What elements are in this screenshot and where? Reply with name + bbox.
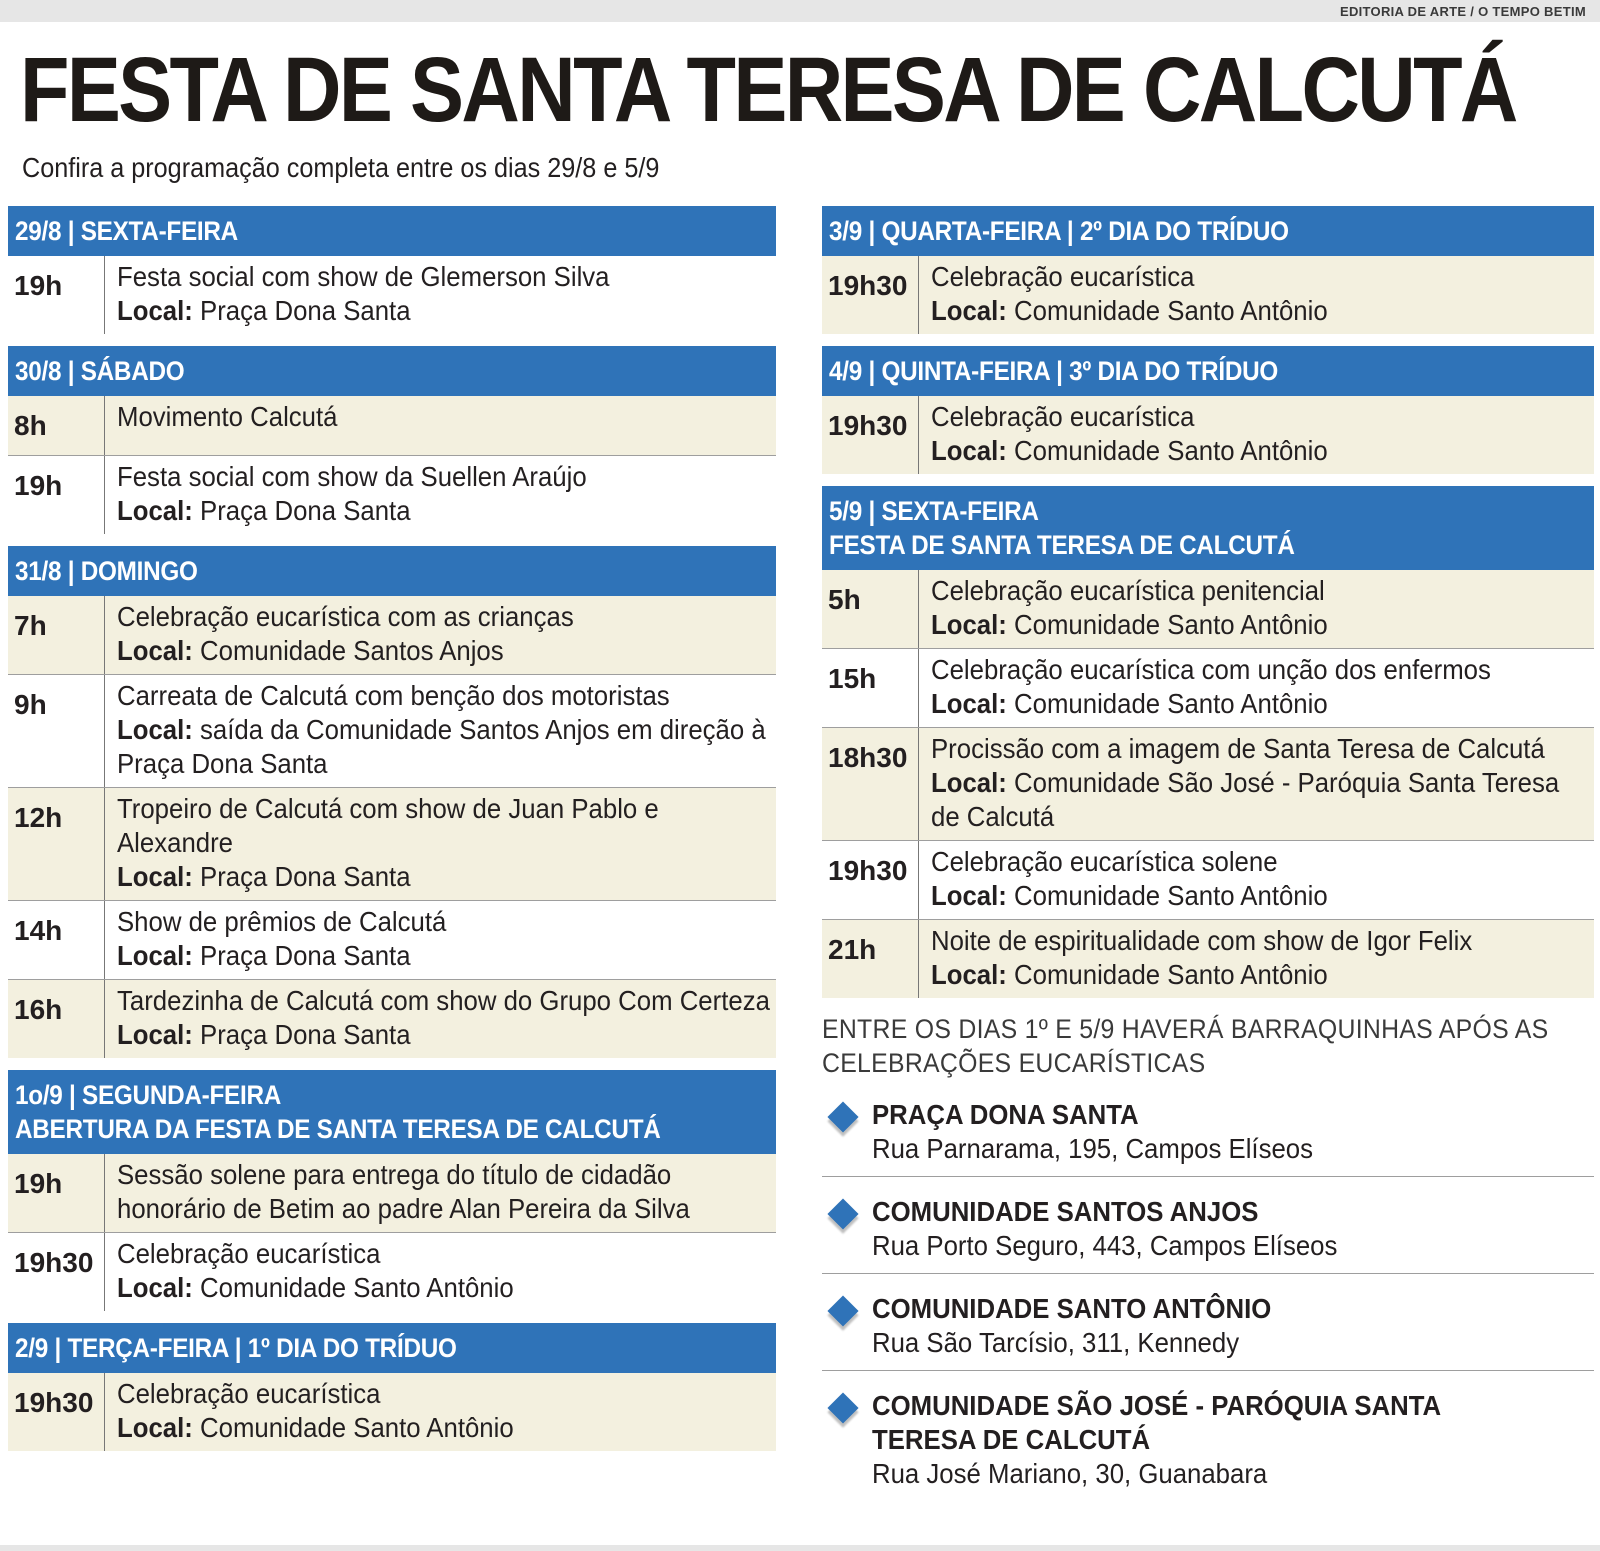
location-label: Local: <box>931 959 1007 990</box>
location-label: Local: <box>931 435 1007 466</box>
location-value: Praça Dona Santa <box>200 495 411 526</box>
event-location <box>117 1272 514 1303</box>
event-text <box>117 460 772 528</box>
day-header-line: 1o/9 | SEGUNDA-FEIRA <box>15 1080 282 1110</box>
event-description: Celebração eucarística <box>117 1378 381 1409</box>
event-text <box>117 1377 772 1445</box>
location-value: Comunidade Santo Antônio <box>1014 295 1328 326</box>
event-row <box>8 396 776 456</box>
event-description: Celebração eucarística com as crianças <box>117 601 574 632</box>
day-block <box>822 486 1594 998</box>
event-location <box>117 1019 411 1050</box>
event-text <box>931 574 1590 642</box>
event-description: Celebração eucarística <box>117 1238 381 1269</box>
location-value: Comunidade Santo Antônio <box>1014 688 1328 719</box>
day-block <box>8 346 776 534</box>
location-value: Comunidade São José - Paróquia Santa Teresa de Calcutá <box>931 767 1560 832</box>
event-text <box>931 260 1590 328</box>
event-text <box>117 400 772 434</box>
diamond-bullet-icon <box>827 1198 858 1229</box>
event-description: Noite de espiritualidade com show de Igor Felix <box>931 925 1473 956</box>
event-time: 19h <box>14 1168 63 1199</box>
event-time: 9h <box>14 689 47 720</box>
event-body <box>104 1154 776 1232</box>
day-header <box>822 206 1594 256</box>
stalls-note: ENTRE OS DIAS 1º E 5/9 HAVERÁ BARRAQUINHAS APÓS AS CELEBRAÇÕES EUCARÍSTICAS <box>822 1014 1549 1078</box>
event-location <box>931 959 1328 990</box>
event-description: Procissão com a imagem de Santa Teresa de Calcutá <box>931 733 1545 764</box>
event-body <box>918 920 1594 998</box>
event-row <box>8 256 776 334</box>
location-value: Comunidade Santos Anjos <box>200 635 504 666</box>
event-text <box>931 732 1590 834</box>
location-label: Local: <box>931 880 1007 911</box>
event-location <box>931 880 1328 911</box>
place-address: Rua São Tarcísio, 311, Kennedy <box>872 1327 1240 1358</box>
day-block <box>8 206 776 334</box>
event-time: 16h <box>14 994 63 1025</box>
place-address: Rua Parnarama, 195, Campos Elíseos <box>872 1133 1314 1164</box>
place-info <box>872 1098 1536 1166</box>
day-block <box>822 206 1594 334</box>
event-location <box>117 861 411 892</box>
event-text <box>117 1158 772 1226</box>
event-body <box>104 788 776 900</box>
day-header <box>8 346 776 396</box>
event-body <box>104 1233 776 1311</box>
place-address: Rua José Mariano, 30, Guanabara <box>872 1458 1268 1489</box>
event-time: 19h30 <box>828 855 908 886</box>
day-block <box>8 1323 776 1451</box>
event-body <box>104 980 776 1058</box>
event-location <box>931 295 1328 326</box>
day-header-line: 4/9 | QUINTA-FEIRA | 3º DIA DO TRÍDUO <box>829 356 1279 386</box>
event-row <box>8 1233 776 1311</box>
event-row <box>8 456 776 534</box>
event-row <box>822 841 1594 920</box>
event-text <box>931 400 1590 468</box>
event-row <box>822 570 1594 649</box>
day-header <box>8 1070 776 1154</box>
event-row <box>8 788 776 901</box>
place-name: COMUNIDADE SÃO JOSÉ - PARÓQUIA SANTA TERESA DE CALCUTÁ <box>872 1390 1441 1455</box>
day-header-line: 31/8 | DOMINGO <box>15 556 198 586</box>
event-text <box>117 792 772 894</box>
bottom-bar <box>0 1545 1600 1551</box>
location-label: Local: <box>117 1272 193 1303</box>
event-row <box>822 649 1594 728</box>
event-time: 15h <box>828 663 877 694</box>
location-value: Comunidade Santo Antônio <box>1014 959 1328 990</box>
schedule-left-column <box>8 206 776 1463</box>
place-name: PRAÇA DONA SANTA <box>872 1099 1139 1130</box>
day-header-line: 30/8 | SÁBADO <box>15 356 185 386</box>
event-body <box>918 728 1594 840</box>
event-body <box>104 396 776 455</box>
place-item <box>822 1080 1594 1177</box>
event-time: 19h30 <box>14 1247 94 1278</box>
event-row <box>822 728 1594 841</box>
event-body <box>104 1373 776 1451</box>
place-item <box>822 1371 1594 1501</box>
location-value: Comunidade Santo Antônio <box>1014 435 1328 466</box>
event-row <box>822 396 1594 474</box>
event-row <box>822 256 1594 334</box>
event-body <box>104 596 776 674</box>
day-header-line: 3/9 | QUARTA-FEIRA | 2º DIA DO TRÍDUO <box>829 216 1289 246</box>
event-text <box>117 260 772 328</box>
page-title: FESTA DE SANTA TERESA DE CALCUTÁ <box>20 39 1516 141</box>
day-header-line: 2/9 | TERÇA-FEIRA | 1º DIA DO TRÍDUO <box>15 1333 457 1363</box>
event-text <box>117 679 772 781</box>
event-body <box>918 256 1594 334</box>
location-value: Praça Dona Santa <box>200 940 411 971</box>
event-description: Show de prêmios de Calcutá <box>117 906 447 937</box>
event-description: Celebração eucarística com unção dos enfermos <box>931 654 1491 685</box>
credit-line: EDITORIA DE ARTE / O TEMPO BETIM <box>1339 4 1586 19</box>
day-header <box>8 1323 776 1373</box>
day-header <box>8 206 776 256</box>
place-info <box>872 1389 1536 1491</box>
place-address: Rua Porto Seguro, 443, Campos Elíseos <box>872 1230 1338 1261</box>
page-subtitle: Confira a programação completa entre os dias 29/8 e 5/9 <box>22 152 660 183</box>
event-description: Tardezinha de Calcutá com show do Grupo Com Certeza <box>117 985 770 1016</box>
event-time: 8h <box>14 410 47 441</box>
day-header <box>822 486 1594 570</box>
event-text <box>117 905 772 973</box>
location-label: Local: <box>117 940 193 971</box>
event-body <box>104 256 776 334</box>
event-time: 19h30 <box>828 410 908 441</box>
event-description: Celebração eucarística penitencial <box>931 575 1325 606</box>
place-info <box>872 1195 1536 1263</box>
location-value: saída da Comunidade Santos Anjos em direção à Praça Dona Santa <box>117 714 766 779</box>
event-description: Tropeiro de Calcutá com show de Juan Pablo e Alexandre <box>117 793 659 858</box>
event-time: 14h <box>14 915 63 946</box>
event-location <box>931 767 1559 832</box>
location-value: Comunidade Santo Antônio <box>1014 880 1328 911</box>
location-label: Local: <box>117 495 193 526</box>
location-label: Local: <box>931 295 1007 326</box>
day-header-line: ABERTURA DA FESTA DE SANTA TERESA DE CALCUTÁ <box>15 1114 661 1144</box>
event-row <box>8 980 776 1058</box>
location-label: Local: <box>117 861 193 892</box>
place-name: COMUNIDADE SANTO ANTÔNIO <box>872 1293 1272 1324</box>
event-row <box>8 1154 776 1233</box>
event-location <box>117 714 766 779</box>
diamond-bullet-icon <box>827 1101 858 1132</box>
event-location <box>117 940 411 971</box>
event-body <box>918 841 1594 919</box>
event-time: 18h30 <box>828 742 908 773</box>
event-description: Celebração eucarística solene <box>931 846 1278 877</box>
day-header <box>8 546 776 596</box>
event-description: Celebração eucarística <box>931 261 1195 292</box>
location-label: Local: <box>117 1412 193 1443</box>
event-location <box>931 688 1328 719</box>
event-description: Movimento Calcutá <box>117 401 338 432</box>
schedule-right-column <box>822 206 1594 1501</box>
event-description: Sessão solene para entrega do título de cidadão honorário de Betim ao padre Alan Pereira da Silva <box>117 1159 690 1224</box>
day-header-line: 5/9 | SEXTA-FEIRA <box>829 496 1039 526</box>
event-body <box>104 901 776 979</box>
location-value: Praça Dona Santa <box>200 1019 411 1050</box>
location-label: Local: <box>931 767 1007 798</box>
event-location <box>117 295 411 326</box>
event-body <box>918 570 1594 648</box>
location-label: Local: <box>931 688 1007 719</box>
location-label: Local: <box>117 1019 193 1050</box>
event-location <box>117 635 504 666</box>
place-info <box>872 1292 1536 1360</box>
event-description: Festa social com show de Glemerson Silva <box>117 261 610 292</box>
event-description: Festa social com show da Suellen Araújo <box>117 461 587 492</box>
event-time: 19h30 <box>828 270 908 301</box>
event-time: 19h <box>14 470 63 501</box>
event-body <box>918 396 1594 474</box>
event-text <box>931 845 1590 913</box>
day-block <box>8 546 776 1058</box>
event-row <box>8 596 776 675</box>
event-body <box>104 675 776 787</box>
place-item <box>822 1274 1594 1371</box>
event-body <box>104 456 776 534</box>
location-value: Comunidade Santo Antônio <box>200 1272 514 1303</box>
place-item <box>822 1177 1594 1274</box>
event-row <box>8 901 776 980</box>
event-time: 12h <box>14 802 63 833</box>
location-value: Praça Dona Santa <box>200 861 411 892</box>
event-time: 21h <box>828 934 877 965</box>
day-header-line: FESTA DE SANTA TERESA DE CALCUTÁ <box>829 530 1295 560</box>
diamond-bullet-icon <box>827 1295 858 1326</box>
event-description: Celebração eucarística <box>931 401 1195 432</box>
event-time: 5h <box>828 584 861 615</box>
location-label: Local: <box>117 635 193 666</box>
event-time: 19h <box>14 270 63 301</box>
event-description: Carreata de Calcutá com benção dos motoristas <box>117 680 670 711</box>
day-block <box>822 346 1594 474</box>
location-label: Local: <box>117 714 193 745</box>
event-text <box>117 1237 772 1305</box>
location-value: Comunidade Santo Antônio <box>200 1412 514 1443</box>
place-name: COMUNIDADE SANTOS ANJOS <box>872 1196 1259 1227</box>
event-row <box>822 920 1594 998</box>
event-text <box>931 653 1590 721</box>
diamond-bullet-icon <box>827 1392 858 1423</box>
event-row <box>8 675 776 788</box>
event-body <box>918 649 1594 727</box>
event-location <box>931 435 1328 466</box>
day-block <box>8 1070 776 1311</box>
day-header-line: 29/8 | SEXTA-FEIRA <box>15 216 238 246</box>
event-text <box>931 924 1590 992</box>
location-value: Praça Dona Santa <box>200 295 411 326</box>
event-time: 19h30 <box>14 1387 94 1418</box>
location-value: Comunidade Santo Antônio <box>1014 609 1328 640</box>
event-location <box>117 1412 514 1443</box>
event-location <box>931 609 1328 640</box>
event-row <box>8 1373 776 1451</box>
location-label: Local: <box>931 609 1007 640</box>
day-header <box>822 346 1594 396</box>
event-text <box>117 984 772 1052</box>
location-label: Local: <box>117 295 193 326</box>
places-list <box>822 1080 1594 1501</box>
event-time: 7h <box>14 610 47 641</box>
event-location <box>117 495 411 526</box>
event-text <box>117 600 772 668</box>
